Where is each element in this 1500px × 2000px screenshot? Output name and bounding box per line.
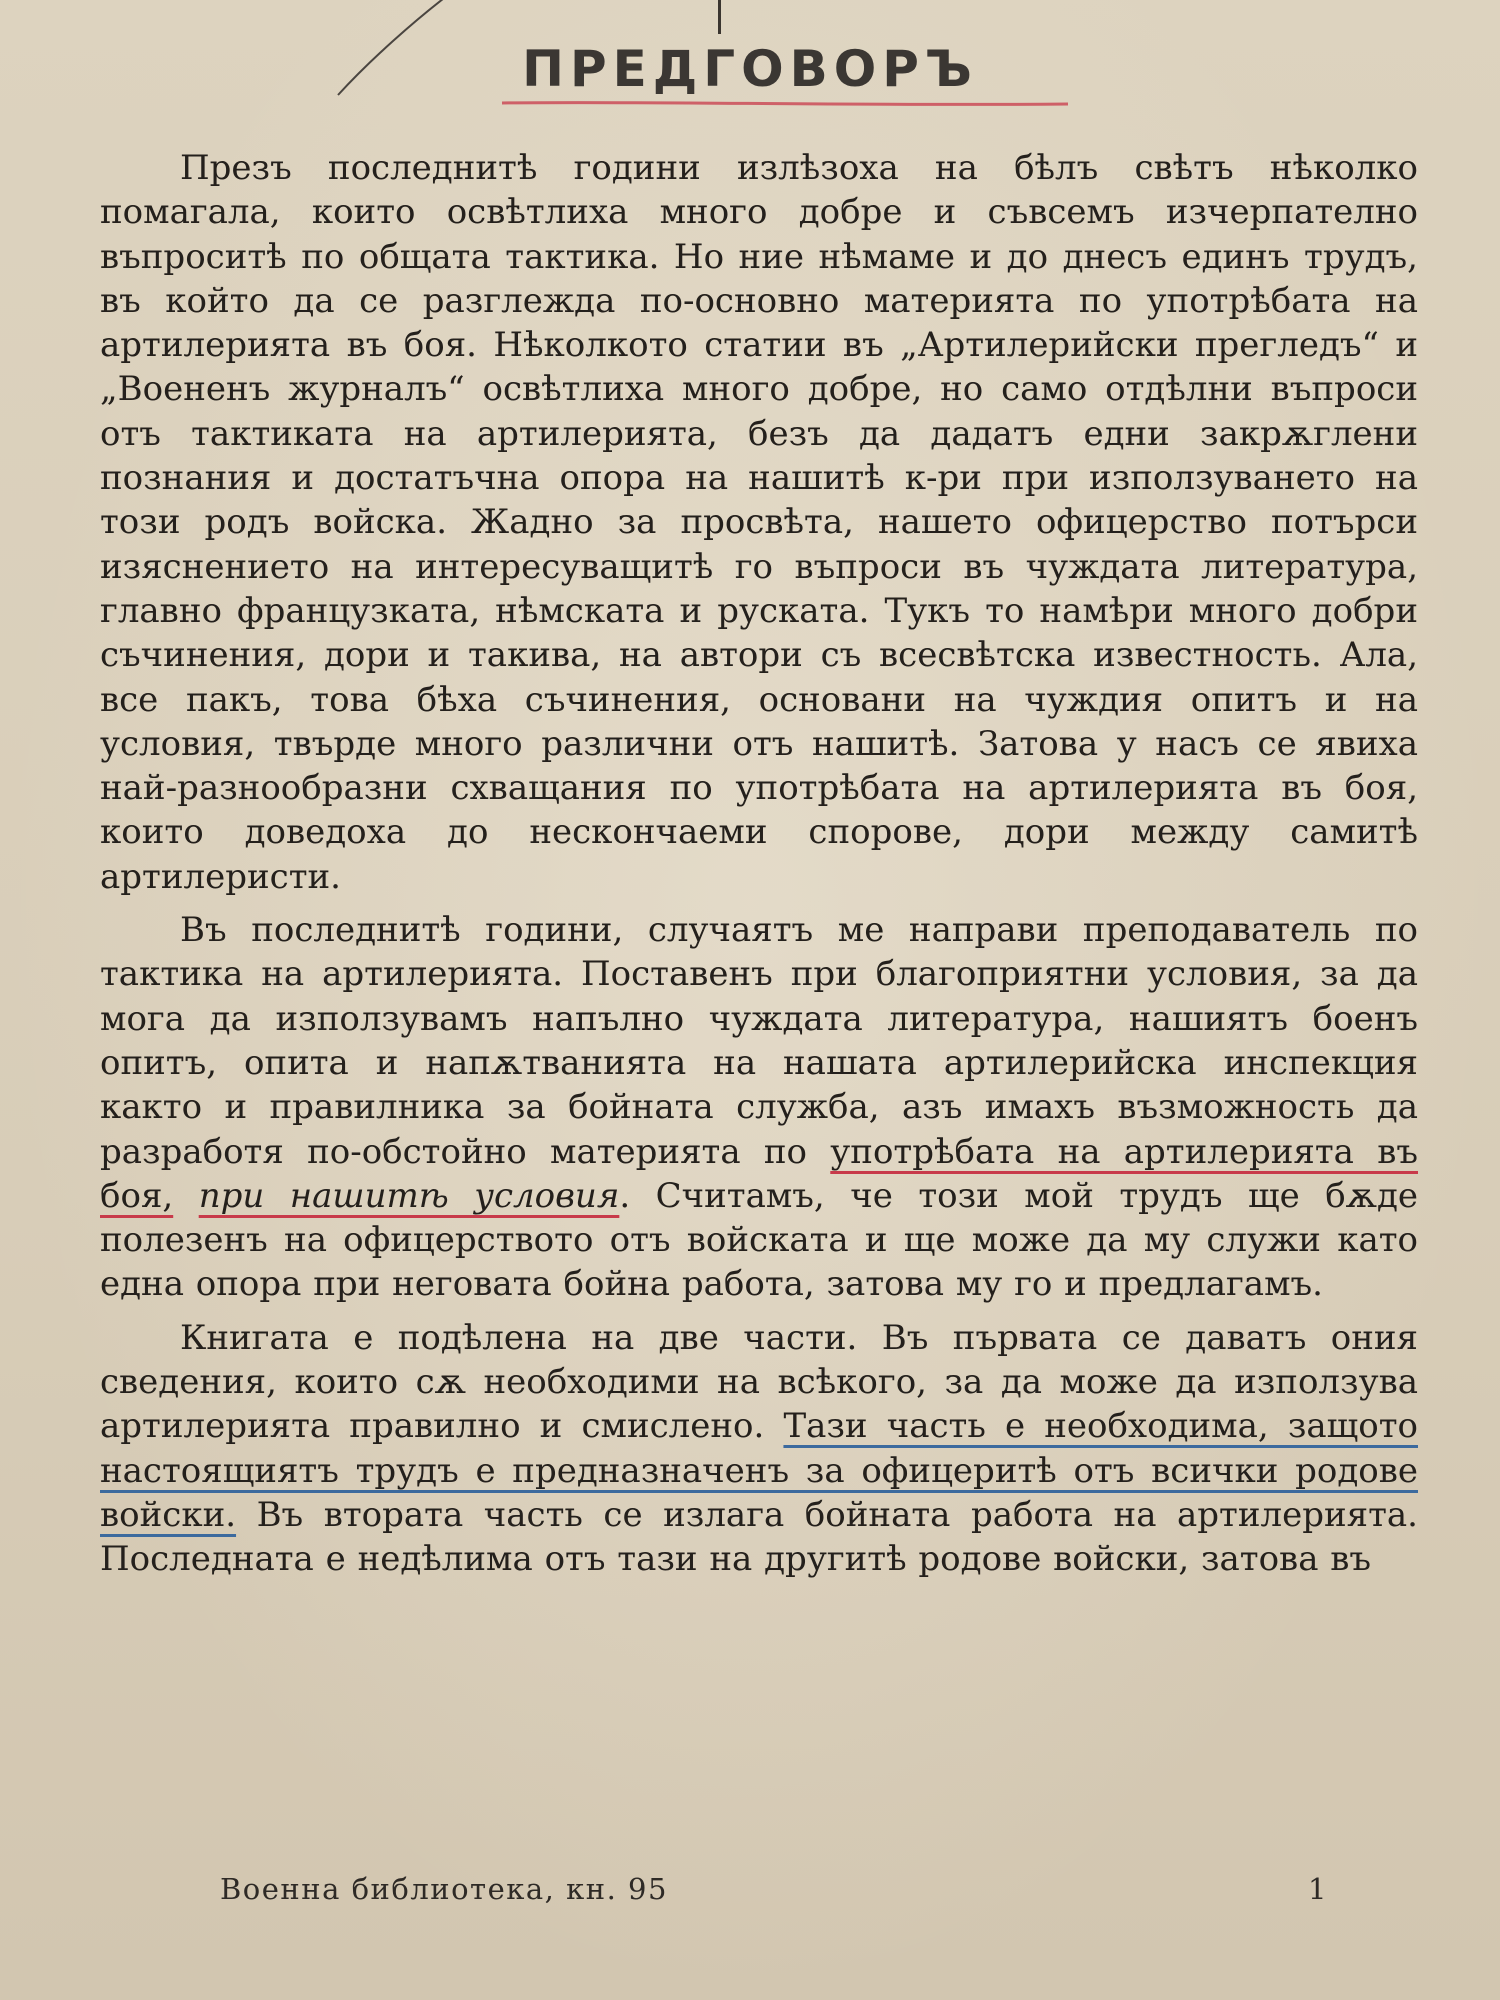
series-label: Военна библиотека, кн. 95 [220,1872,668,1906]
body-text [100,146,1418,1582]
paragraph-2-text-after: . Считамъ, че този мой трудъ ще бѫде полезенъ на офицерството отъ войската и ще може да му служи като една опора при неговата бойна работа, затова му го и предлагамъ. [100,1175,1419,1305]
paragraph-3-text-before: Книгата е подѣлена на две части. Въ първата се даватъ ония сведения, които сѫ необходими на всѣкого, за да може да използува артилерията правилно и смислено. [100,1317,1418,1447]
red-underlined-phrase: употрѣбата на артилерията въ боя, [100,1131,1418,1216]
paragraph-2 [100,908,1418,1307]
page-number: 1 [1308,1872,1327,1906]
paragraph-1 [100,146,1418,899]
paragraph-1-text: Презъ последнитѣ години излѣзоха на бѣлъ свѣтъ нѣколко помагала, които освѣтлиха много добре и съвсемъ изчерпателно въпроситѣ по общата тактика. Но ние нѣмаме и до днесъ единъ трудъ, въ който да се разглежда по-основно материята по употрѣбата на артилерията въ боя. Нѣколкото статии въ „Артилерийски прегледъ“ и „Воененъ журналъ“ освѣтлиха много добре, но само отдѣлни въпроси отъ тактиката на артилерията, безъ да дадатъ едни закрѫглени познания и достатъчна опора на нашитѣ к-ри при използуването на този родъ войска. Жадно за просвѣта, нашето офицерство потърси изяснението на интересуващитѣ го въпроси въ чуждата литература, главно французката, нѣмската и руската. Тукъ то намѣри много добри съчинения, дори и такива, на автори съ всесвѣтска известность. Ала, все пакъ, това бѣха съчинения, основани на чуждия опитъ и на условия, твърде много различни отъ нашитѣ. Затова у насъ се явиха най-разнообразни схващания по употрѣбата на артилерията въ боя, които доведоха до нескончаеми спорове, дори между самитѣ артилеристи. [100,148,1418,897]
paragraph-3 [100,1316,1418,1582]
page-title: ПРЕДГОВОРЪ [522,40,978,98]
page-footer [0,1872,1500,1912]
italic-underlined-phrase: при нашитѣ условия [198,1175,620,1216]
title-red-underline [500,98,1070,108]
blue-underlined-phrase: Тази часть е необходима, защото настоящиятъ трудъ е предназначенъ за офицеритѣ отъ всички родове войски. [100,1406,1418,1535]
paragraph-2-text-before: Въ последнитѣ години, случаятъ ме направи преподаватель по тактика на артилерията. Поставенъ при благоприятни условия, за да мога да използувамъ напълно чуждата литература, нашиятъ боенъ опитъ, опита и напѫтванията на нашата артилерийска инспекция както и правилника за бойната служба, азъ имахъ възможность да разработя по-обстойно материята по [100,910,1418,1172]
paragraph-3-text-after: Въ втората часть се излага бойната работа на артилерията. Последната е недѣлима отъ тази на другитѣ родове войски, затова въ [100,1494,1418,1580]
title-tick-mark [718,0,721,34]
